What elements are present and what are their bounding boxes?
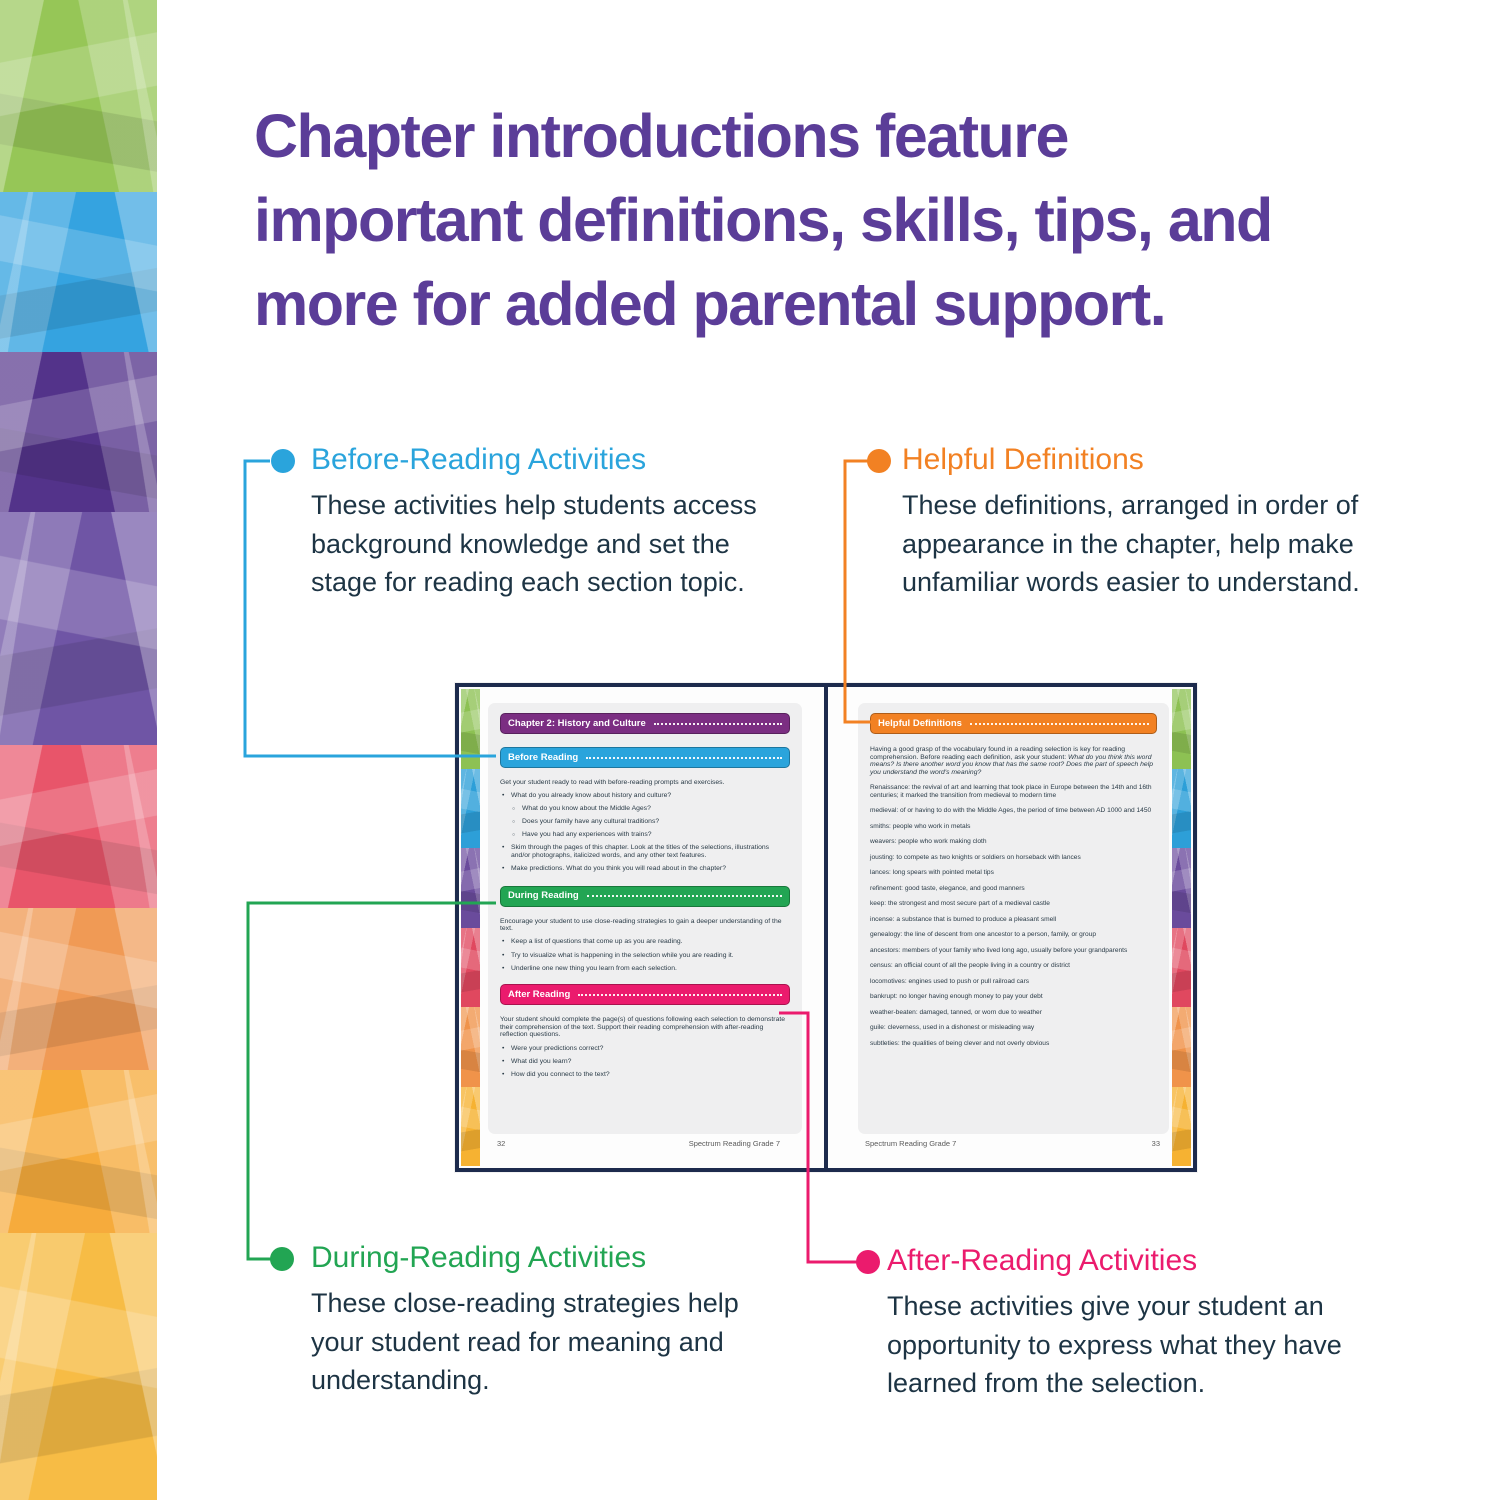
chapter-header-bar xyxy=(500,713,790,734)
helpful-definitions-bar-label: Helpful Definitions xyxy=(878,717,962,729)
definitions-intro-plain: Having a good grasp of the vocabulary found in a reading selection is key for reading comprehension. Before reading each definition, ask your student: xyxy=(870,746,1126,761)
callout-before-body: These activities help students access background knowledge and set the stage for reading each section topic. xyxy=(311,490,757,597)
during-reading-bar-label: During Reading xyxy=(508,890,579,902)
definition-item: smiths: people who work in metals xyxy=(870,822,971,830)
definition-item: incense: a substance that is burned to produce a pleasant smell xyxy=(870,915,1057,923)
before-reading-bar xyxy=(500,747,790,768)
definition-item: guile: cleverness, used in a dishonest or misleading way xyxy=(870,1024,1035,1032)
edge-blue xyxy=(461,769,480,849)
edge-red xyxy=(461,928,480,1008)
callout-helpful-title: Helpful Definitions xyxy=(902,443,1144,476)
during-reading-bar xyxy=(500,886,790,907)
edge-yellow xyxy=(1172,1087,1191,1167)
callout-before-title: Before-Reading Activities xyxy=(311,443,647,476)
edge-blue xyxy=(1172,769,1191,849)
bullet-item: • Make predictions. What do you think you will read about in the chapter? xyxy=(500,865,790,873)
callout-helpful-body: These definitions, arranged in order of appearance in the chapter, help make unfamiliar words easier to understand. xyxy=(902,490,1360,597)
before-intro: Get your student ready to read with before-reading prompts and exercises. xyxy=(500,779,725,786)
callout-before-reading xyxy=(311,443,789,602)
bullet-item: • How did you connect to the text? xyxy=(500,1071,790,1079)
helpful-connector-dot xyxy=(867,449,891,473)
callout-after-body: These activities give your student an opportunity to express what they have learned from the selection. xyxy=(887,1291,1342,1398)
callout-during-reading xyxy=(311,1241,779,1400)
page-title xyxy=(254,94,1272,346)
bullet-item: • Were your predictions correct? xyxy=(500,1045,790,1053)
definitions-intro-italic: What do you think this word means? Is there another word you know that has the same root? Does the part of speech help you understand the word's meaning? xyxy=(870,753,1153,776)
before-connector-dot xyxy=(271,449,295,473)
definitions-intro xyxy=(870,746,1157,776)
bullet-item: • Try to visualize what is happening in the selection while you are reading it. xyxy=(500,952,790,960)
callout-helpful-definitions xyxy=(902,443,1412,602)
after-reading-bar-label: After Reading xyxy=(508,988,571,1000)
dotted-leader xyxy=(654,723,782,725)
definition-item: medieval: of or having to do with the Middle Ages, the period of time between AD 1000 and 1450 xyxy=(870,807,1152,815)
strip-segment-orange xyxy=(0,908,157,1070)
definition-item: census: an official count of all the people living in a country or district xyxy=(870,962,1070,970)
after-connector-dot xyxy=(856,1250,880,1274)
footer-left: Spectrum Reading Grade 7 xyxy=(688,1139,780,1148)
headline-line-1: Chapter introductions feature xyxy=(254,102,1068,170)
bullet-item: • Underline one new thing you learn from each selection. xyxy=(500,965,790,973)
strip-segment-red xyxy=(0,745,157,908)
edge-yellow xyxy=(461,1087,480,1167)
definition-item: weather-beaten: damaged, tanned, or worn due to weather xyxy=(870,1008,1042,1016)
page-number-left: 32 xyxy=(497,1139,506,1148)
edge-orange xyxy=(461,1007,480,1087)
edge-purple xyxy=(461,848,480,928)
definition-item: Renaissance: the revival of art and learning that took place in Europe between the 14th and 16th centuries; it marked the transition from medieval to modern time xyxy=(870,784,1152,799)
book-spread xyxy=(455,683,1197,1172)
strip-segment-purple xyxy=(0,512,157,745)
bullet-item: • Keep a list of questions that come up as you are reading. xyxy=(500,938,790,946)
dotted-leader xyxy=(587,895,782,897)
bullet-item: • What did you learn? xyxy=(500,1058,790,1066)
edge-red xyxy=(1172,928,1191,1008)
edge-orange xyxy=(1172,1007,1191,1087)
definition-item: refinement: good taste, elegance, and good manners xyxy=(870,884,1025,892)
strip-segment-green xyxy=(0,0,157,192)
headline-line-3: more for added parental support. xyxy=(254,270,1166,338)
right-page-panel xyxy=(858,703,1169,1134)
edge-purple xyxy=(1172,848,1191,928)
dotted-leader xyxy=(586,757,782,759)
before-reading-bar-label: Before Reading xyxy=(508,751,579,763)
edge-green xyxy=(1172,689,1191,769)
page-edge-strip-right xyxy=(1172,689,1191,1166)
page-edge-strip-left xyxy=(461,689,480,1166)
strip-segment-gold xyxy=(0,1233,157,1500)
helpful-definitions-bar xyxy=(870,713,1157,734)
bullet-item: • What do you already know about history and culture? xyxy=(500,792,790,800)
definition-item: weavers: people who work making cloth xyxy=(870,838,987,846)
definition-item: subtleties: the qualities of being clever and not overly obvious xyxy=(870,1039,1050,1047)
definition-item: genealogy: the line of descent from one ancestor to a person, family, or group xyxy=(870,931,1097,939)
during-intro: Encourage your student to use close-reading strategies to gain a deeper understanding of the text. xyxy=(500,917,782,933)
chapter-title: Chapter 2: History and Culture xyxy=(508,717,646,729)
callout-during-body: These close-reading strategies help your student read for meaning and understanding. xyxy=(311,1288,739,1395)
definition-item: keep: the strongest and most secure part of a medieval castle xyxy=(870,900,1050,908)
edge-green xyxy=(461,689,480,769)
bullet-item: • Skim through the pages of this chapter. Look at the titles of the selections, illustrations and/or photographs, italicized words, and any other text features. xyxy=(500,844,790,859)
strip-segment-purple-dark xyxy=(0,352,157,512)
footer-right: Spectrum Reading Grade 7 xyxy=(865,1139,957,1148)
definitions-list xyxy=(870,784,1157,1047)
definition-item: jousting: to compete as two knights or soldiers on horseback with lances xyxy=(870,853,1081,861)
sub-bullet-item: ○ What do you know about the Middle Ages? xyxy=(500,805,790,813)
definition-item: bankrupt: no longer having enough money to pay your debt xyxy=(870,993,1043,1001)
left-page-panel xyxy=(488,703,802,1134)
callout-after-reading xyxy=(887,1244,1397,1403)
strip-segment-blue xyxy=(0,192,157,352)
after-intro: Your student should complete the page(s) of questions following each selection to demonstrate their comprehension of the text. Support their reading comprehension with after-reading reflection questions. xyxy=(500,1016,786,1039)
callout-after-title: After-Reading Activities xyxy=(887,1244,1198,1277)
after-reading-bar xyxy=(500,984,790,1005)
dotted-leader xyxy=(578,994,782,996)
headline-line-2: important definitions, skills, tips, and xyxy=(254,186,1272,254)
sub-bullet-item: ○ Does your family have any cultural traditions? xyxy=(500,818,790,826)
during-connector-dot xyxy=(270,1247,294,1271)
definition-item: locomotives: engines used to push or pull railroad cars xyxy=(870,977,1030,985)
strip-segment-amber xyxy=(0,1070,157,1233)
dotted-leader xyxy=(970,723,1149,725)
decorative-color-strip xyxy=(0,0,160,1500)
page-number-right: 33 xyxy=(1151,1139,1160,1148)
sub-bullet-item: ○ Have you had any experiences with trains? xyxy=(500,831,790,839)
book-gutter xyxy=(824,687,828,1168)
definition-item: ancestors: members of your family who lived long ago, usually before your grandparents xyxy=(870,946,1128,954)
callout-during-title: During-Reading Activities xyxy=(311,1241,647,1274)
definition-item: lances: long spears with pointed metal tips xyxy=(870,869,994,877)
